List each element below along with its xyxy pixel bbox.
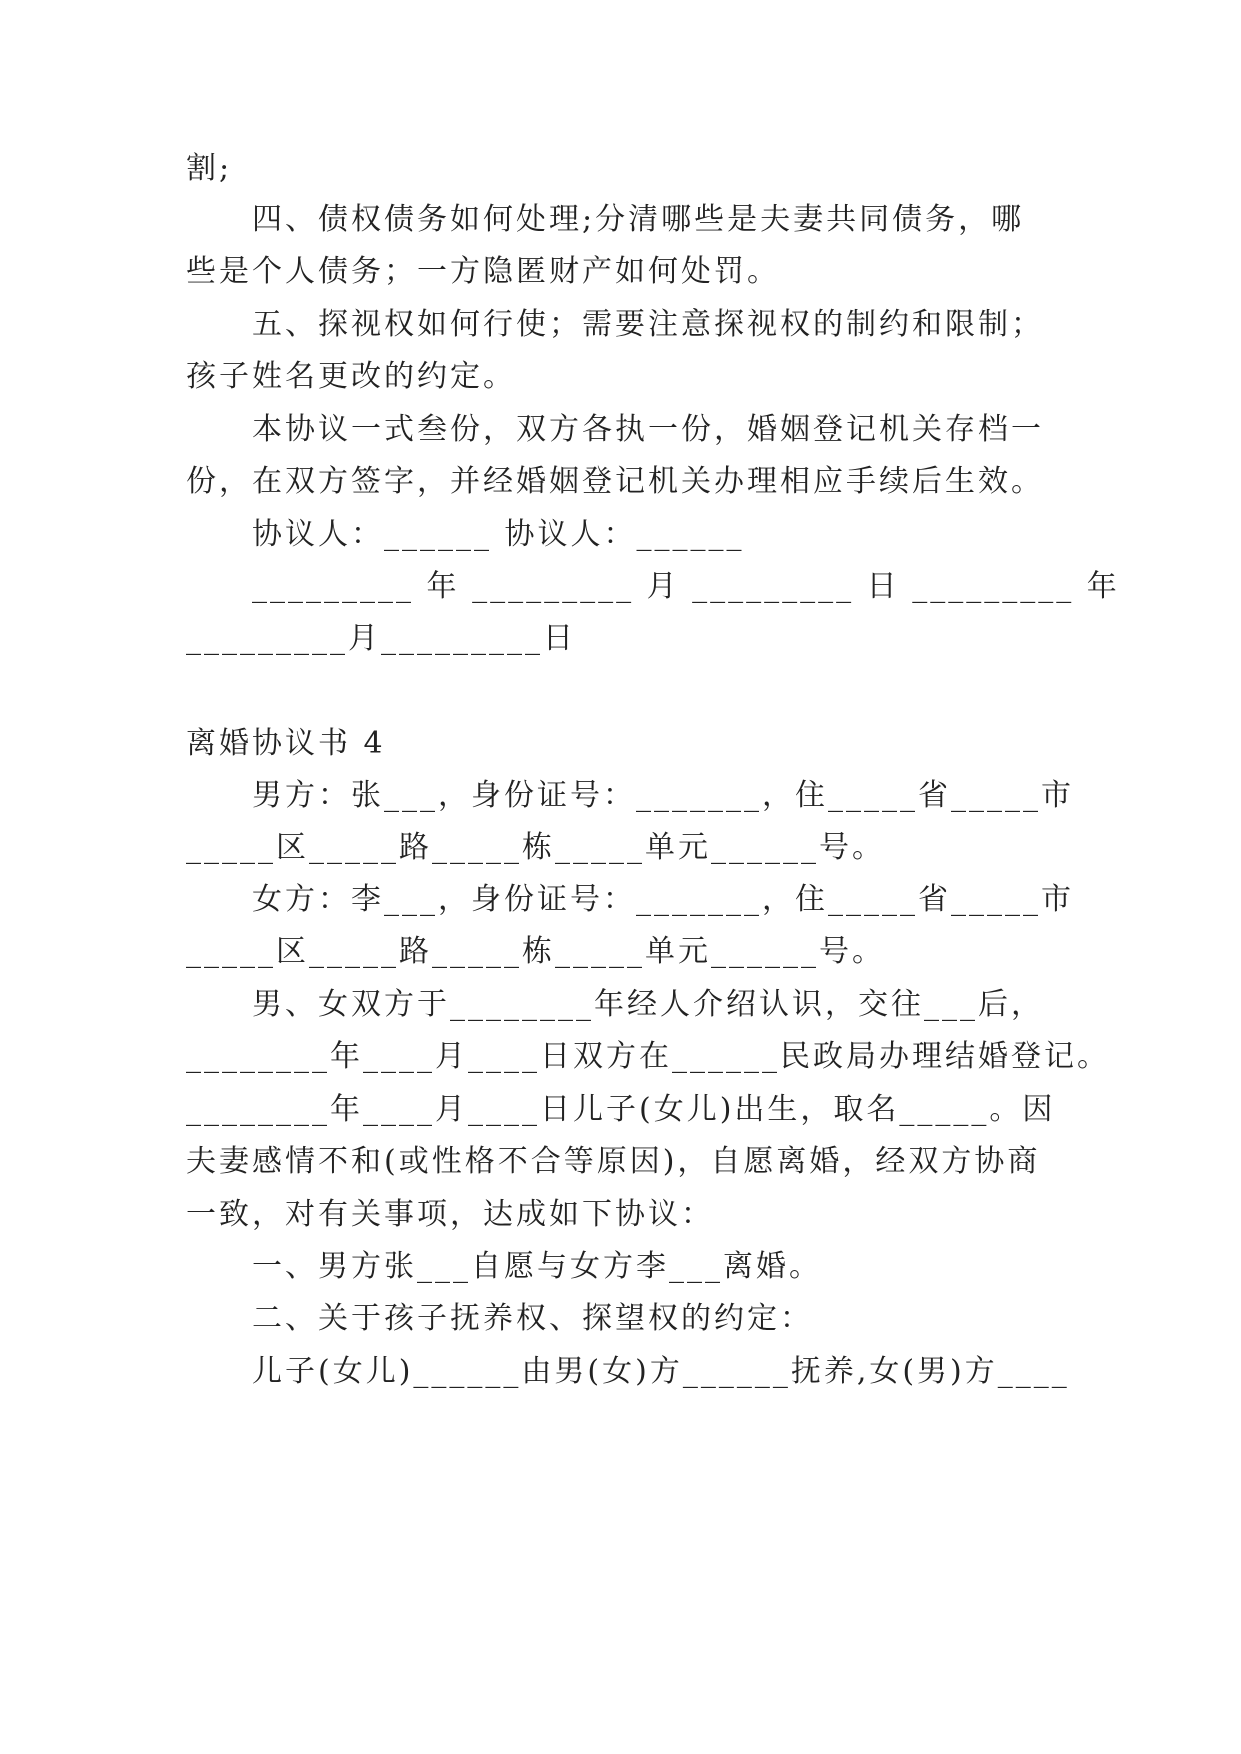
signature-line: 协议人：______ 协议人：______ [252,517,745,552]
text-line: 男方：张___，身份证号：_______，住_____省_____市 [252,778,1074,813]
text-line: 女方：李___，身份证号：_______，住_____省_____市 [252,882,1074,917]
text-line: 夫妻感情不和(或性格不合等原因)，自愿离婚，经双方协商 [186,1144,1041,1179]
text-line: 本协议一式叁份，双方各执一份，婚姻登记机关存档一 [252,412,1044,447]
text-line: 男、女双方于________年经人介绍认识，交往___后， [252,987,1044,1022]
text-line: 些是个人债务；一方隐匿财产如何处罚。 [186,254,780,289]
text-line: 一、男方张___自愿与女方李___离婚。 [252,1249,822,1284]
text-line: 孩子姓名更改的约定。 [186,359,516,394]
text-line: 儿子(女儿)______由男(女)方______抚养,女(男)方____ [252,1354,1070,1389]
section-title: 离婚协议书 4 [186,726,386,761]
text-line: 二、关于孩子抚养权、探望权的约定： [252,1301,813,1336]
text-line: ________年____月____日双方在______民政局办理结婚登记。 [186,1039,1110,1074]
text-line: _____区_____路_____栋_____单元______号。 [186,830,885,865]
text-line: 割; [186,151,233,186]
date-line: _________ 年 _________ 月 _________ 日 _________ 年 [252,569,1120,604]
text-line: 四、债权债务如何处理;分清哪些是夫妻共同债务，哪 [252,202,1025,237]
text-line: 份，在双方签字，并经婚姻登记机关办理相应手续后生效。 [186,464,1044,499]
date-line: _________月_________日 [186,621,576,656]
text-line: 五、探视权如何行使；需要注意探视权的制约和限制； [252,307,1044,342]
text-line: 一致，对有关事项，达成如下协议： [186,1197,714,1232]
text-line: ________年____月____日儿子(女儿)出生，取名_____。因 [186,1092,1056,1127]
text-line: _____区_____路_____栋_____单元______号。 [186,934,885,969]
